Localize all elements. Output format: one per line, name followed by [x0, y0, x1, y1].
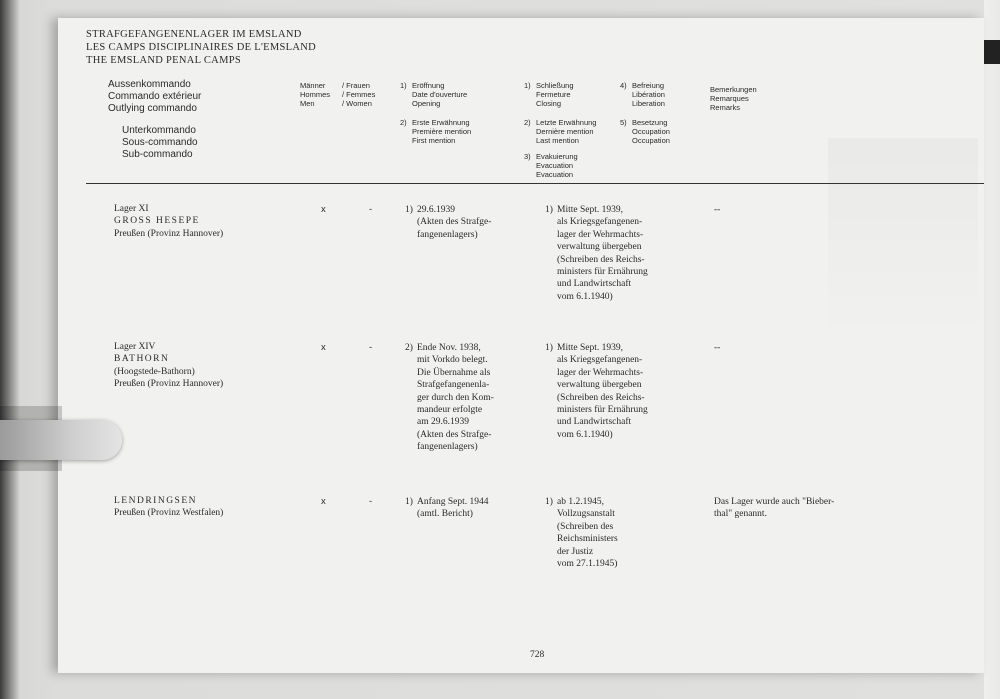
entry-1-opening-num: 1) — [405, 205, 413, 215]
col-liberation — [620, 81, 665, 108]
entry-2-closing-line: verwaltung übergeben — [557, 380, 642, 391]
entry-1-closing-line: als Kriegsgefangenen- — [557, 217, 643, 228]
col-opening-num: 1) — [400, 81, 407, 90]
entry-2-region: Preußen (Provinz Hannover) — [114, 379, 224, 390]
entry-2-men-mark: x — [321, 342, 326, 353]
entry-2-opening-line: (Akten des Strafge- — [417, 429, 492, 440]
entry-2-closing-num: 1) — [545, 343, 553, 353]
entry-1-closing-line: verwaltung übergeben — [557, 242, 642, 253]
entry-1-camp-name: GROSS HESEPE — [114, 216, 200, 227]
outer-de: Aussenkommando — [108, 79, 191, 90]
plastic-page-tab — [0, 420, 122, 460]
bleed-through — [828, 138, 978, 338]
col-men-fr: Hommes — [300, 90, 331, 99]
col-evacuation-num: 3) — [524, 152, 531, 161]
col-women-fr: / Femmes — [342, 90, 376, 99]
entry-3-remarks-line: thal" genannt. — [714, 509, 767, 520]
entry-2-opening — [405, 342, 494, 454]
entry-3-men-mark: x — [321, 496, 326, 507]
entry-2-opening-num: 2) — [405, 343, 413, 353]
entry-2-closing — [545, 342, 648, 441]
entry-2-camp-name: BATHORN — [114, 354, 170, 365]
entry-3-opening — [405, 496, 489, 521]
col-men-de: Männer — [300, 81, 326, 90]
col-closing-de: Schließung — [536, 81, 574, 90]
entry-2-opening-line: fangenenlagers) — [417, 442, 478, 453]
col-closing-en: Closing — [536, 99, 562, 108]
sub-de: Unterkommando — [122, 125, 196, 136]
col-first-mention-fr: Première mention — [412, 127, 472, 136]
entry-2-closing-line: lager der Wehrmachts- — [557, 367, 644, 378]
sub-commando-heading — [122, 125, 198, 161]
col-remarks-de: Bemerkungen — [710, 85, 757, 94]
entry-2-women-mark: - — [369, 342, 373, 353]
col-liberation-de: Befreiung — [632, 81, 665, 90]
entry-3-opening-num: 1) — [405, 497, 413, 507]
entry-3-closing-line: der Justiz — [557, 546, 594, 557]
entry-1-region: Preußen (Provinz Hannover) — [114, 228, 224, 239]
col-liberation-fr: Libération — [632, 90, 665, 99]
heading-en: THE EMSLAND PENAL CAMPS — [86, 55, 241, 66]
entry-2-opening-line: mandeur erfolgte — [417, 405, 483, 416]
entry-3-remarks-line: Das Lager wurde auch "Bieber- — [714, 497, 835, 507]
sub-en: Sub-commando — [122, 149, 193, 160]
header-rule — [86, 183, 984, 184]
col-remarks-fr: Remarques — [710, 94, 749, 103]
col-evacuation-fr: Evacuation — [536, 161, 574, 170]
col-men — [300, 81, 330, 108]
entry-3-women-mark: - — [369, 496, 373, 507]
col-last-mention — [524, 118, 596, 145]
entry-3-opening-line: (amtl. Bericht) — [417, 509, 473, 520]
entry-1-opening-line: 29.6.1939 — [417, 205, 455, 215]
col-last-mention-en: Last mention — [536, 136, 579, 145]
entry-3-closing-line: vom 27.1.1945) — [557, 559, 618, 570]
entry-3-camp-name: LENDRINGSEN — [114, 496, 197, 506]
outer-en: Outlying commando — [108, 103, 197, 114]
col-last-mention-de: Letzte Erwähnung — [536, 118, 597, 127]
entry-3-closing-num: 1) — [545, 497, 553, 507]
entry-3-name — [114, 495, 223, 520]
entry-3-closing-line: Reichsministers — [557, 534, 618, 545]
entry-1-opening-line: (Akten des Strafge- — [417, 217, 492, 228]
entry-1-closing — [545, 204, 648, 303]
entry-2-opening-line: ger durch den Kom- — [417, 392, 494, 403]
entry-2-closing-line: als Kriegsgefangenen- — [557, 355, 643, 366]
entry-3-closing-line: ab 1.2.1945, — [557, 497, 604, 507]
entry-1-opening-line: fangenenlagers) — [417, 229, 478, 240]
entry-3-remarks — [714, 496, 834, 521]
entry-2-opening-line: Die Übernahme als — [417, 367, 491, 378]
col-evacuation-de: Evakuierung — [536, 152, 578, 161]
entry-1-women-mark: - — [369, 204, 373, 215]
col-closing-num: 1) — [524, 81, 531, 90]
entry-2-camp-number: Lager XIV — [114, 342, 156, 352]
col-closing-fr: Fermeture — [536, 90, 571, 99]
entry-1-remarks: -- — [714, 205, 721, 215]
page-heading — [86, 28, 316, 67]
outer-fr: Commando extérieur — [108, 91, 202, 102]
entry-1-closing-line: Mitte Sept. 1939, — [557, 205, 623, 215]
entry-1-closing-line: ministers für Ernährung — [557, 267, 648, 278]
col-remarks-en: Remarks — [710, 103, 741, 112]
sub-fr: Sous-commando — [122, 137, 198, 148]
entry-2-closing-line: (Schreiben des Reichs- — [557, 392, 645, 403]
entry-3-closing-line: (Schreiben des — [557, 521, 614, 532]
entry-2-closing-line: vom 6.1.1940) — [557, 429, 613, 440]
col-opening-de: Eröffnung — [412, 81, 445, 90]
col-closing — [524, 81, 574, 108]
col-opening — [400, 81, 467, 108]
entry-3-region: Preußen (Provinz Westfalen) — [114, 508, 224, 519]
col-occupation — [620, 118, 670, 145]
col-occupation-num: 5) — [620, 118, 627, 127]
col-liberation-en: Liberation — [632, 99, 665, 108]
entry-2-closing-line: Mitte Sept. 1939, — [557, 343, 623, 353]
col-opening-en: Opening — [412, 99, 441, 108]
col-occupation-fr: Occupation — [632, 127, 670, 136]
col-remarks — [710, 85, 757, 112]
entry-2-opening-line: Ende Nov. 1938, — [417, 343, 481, 353]
entry-1-name — [114, 203, 223, 240]
col-occupation-en: Occupation — [632, 136, 670, 145]
col-last-mention-fr: Dernière mention — [536, 127, 594, 136]
heading-fr: LES CAMPS DISCIPLINAIRES DE L'EMSLAND — [86, 42, 317, 53]
col-last-mention-num: 2) — [524, 118, 531, 127]
entry-1-closing-line: und Landwirtschaft — [557, 279, 632, 290]
entry-2-remarks: -- — [714, 343, 721, 353]
entry-2-closing-line: und Landwirtschaft — [557, 417, 632, 428]
col-first-mention-en: First mention — [412, 136, 456, 145]
entry-1-camp-number: Lager XI — [114, 204, 149, 214]
entry-1-men-mark: x — [321, 204, 326, 215]
col-women-en: / Women — [342, 99, 372, 108]
col-women-de: / Frauen — [342, 81, 370, 90]
entry-3-closing-line: Vollzugsanstalt — [557, 509, 615, 520]
entry-1-closing-line: (Schreiben des Reichs- — [557, 254, 645, 265]
col-evacuation — [524, 152, 578, 179]
entry-1-closing-line: lager der Wehrmachts- — [557, 229, 644, 240]
entry-2-closing-line: ministers für Ernährung — [557, 405, 648, 416]
entry-2-opening-line: Strafgefangenenla- — [417, 380, 490, 391]
col-first-mention-num: 2) — [400, 118, 407, 127]
entry-3-opening-line: Anfang Sept. 1944 — [417, 497, 489, 507]
entry-3-closing — [545, 496, 618, 570]
col-evacuation-en: Evacuation — [536, 170, 574, 179]
entry-2-opening-line: am 29.6.1939 — [417, 417, 469, 428]
entry-2-locality: (Hoogstede-Bathorn) — [114, 366, 195, 377]
col-first-mention — [400, 118, 471, 145]
entry-1-opening — [405, 204, 491, 241]
col-occupation-de: Besetzung — [632, 118, 668, 127]
page-number: 728 — [530, 650, 545, 660]
col-first-mention-de: Erste Erwähnung — [412, 118, 470, 127]
binder-clip — [984, 40, 1000, 64]
outlying-commando-heading — [108, 79, 201, 115]
heading-de: STRAFGEFANGENENLAGER IM EMSLAND — [86, 29, 302, 40]
entry-1-closing-num: 1) — [545, 205, 553, 215]
col-liberation-num: 4) — [620, 81, 627, 90]
entry-2-name — [114, 341, 223, 391]
col-opening-fr: Date d'ouverture — [412, 90, 468, 99]
col-women — [342, 81, 375, 108]
entry-2-opening-line: mit Vorkdo belegt. — [417, 355, 488, 366]
book-page — [58, 18, 984, 673]
col-men-en: Men — [300, 99, 315, 108]
entry-1-closing-line: vom 6.1.1940) — [557, 291, 613, 302]
facing-page-edge — [984, 0, 1000, 699]
